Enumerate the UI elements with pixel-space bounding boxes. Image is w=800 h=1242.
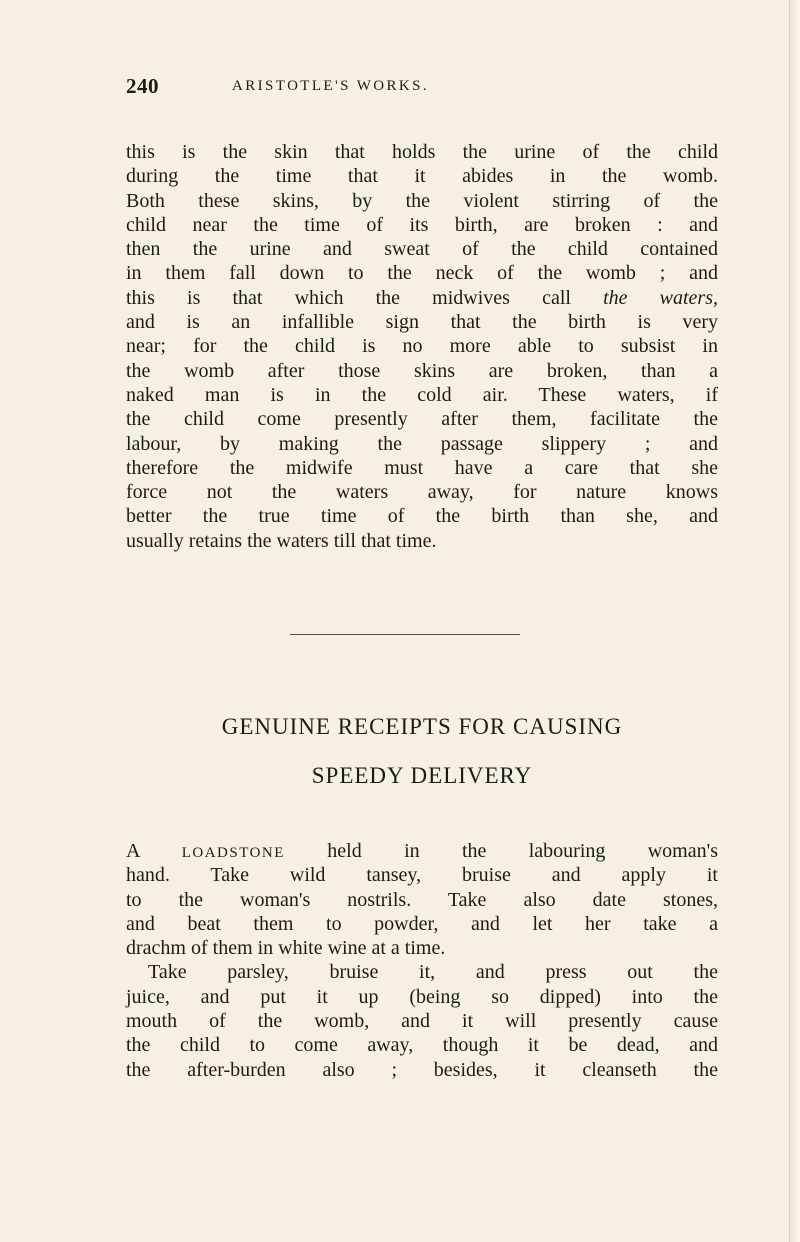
text-line: then the urine and sweat of the child contained [126,238,718,261]
text-fragment: held in the labouring woman's [284,840,719,862]
lead-letter: A [126,840,140,862]
text-line: labour, by making the passage slippery ; and [126,432,718,455]
paragraph-waters [126,140,718,553]
text-line: and is an infallible sign that the birth is very [126,311,718,334]
text-line: usually retains the waters till that time. [126,529,437,552]
receipts-body [126,839,718,1082]
text-line: drachm of them in white wine at a time. [126,937,446,960]
text-line: mouth of the womb, and it will presently cause [126,1010,718,1033]
section-divider [290,634,520,635]
running-title: ARISTOTLE'S WORKS. [232,78,430,94]
text-line-with-italic [126,286,718,310]
text-line-lead [126,839,718,863]
text-line: the child to come away, though it be dead, and [126,1034,718,1057]
text-line: the after-burden also ; besides, it cleanseth the [126,1058,718,1081]
text-line: the womb after those skins are broken, than a [126,359,718,382]
text-fragment: this is that which the midwives call [126,286,604,309]
text-line: hand. Take wild tansey, bruise and apply it [126,864,718,887]
running-head [126,74,686,102]
lead-smallcaps: LOADSTONE [181,845,285,861]
text-line: near; for the child is no more able to subsist in [126,335,718,358]
section-heading-line-2: SPEEDY DELIVERY [311,763,533,788]
italic-term: the waters, [603,286,718,309]
text-line: the child come presently after them, facilitate the [126,408,718,431]
text-line: during the time that it abides in the womb. [126,165,718,188]
text-line: juice, and put it up (being so dipped) into the [126,985,718,1008]
text-line: therefore the midwife must have a care that she [126,456,718,479]
text-line: Both these skins, by the violent stirring of the [126,189,718,212]
text-line: and beat them to powder, and let her take a [126,912,718,935]
text-line: this is the skin that holds the urine of the child [126,141,718,163]
page-edge [789,0,800,1242]
text-line: Take parsley, bruise it, and press out the [148,961,718,984]
text-line: child near the time of its birth, are broken : and [126,213,718,236]
text-line: to the woman's nostrils. Take also date stones, [126,888,718,911]
text-line: better the true time of the birth than she, and [126,505,718,528]
text-line: in them fall down to the neck of the womb ; and [126,262,718,285]
page-number: 240 [126,74,159,98]
section-heading-line-1: GENUINE RECEIPTS FOR CAUSING [221,714,623,739]
text-line: force not the waters away, for nature knows [126,481,718,504]
text-line: naked man is in the cold air. These waters, if [126,383,718,406]
